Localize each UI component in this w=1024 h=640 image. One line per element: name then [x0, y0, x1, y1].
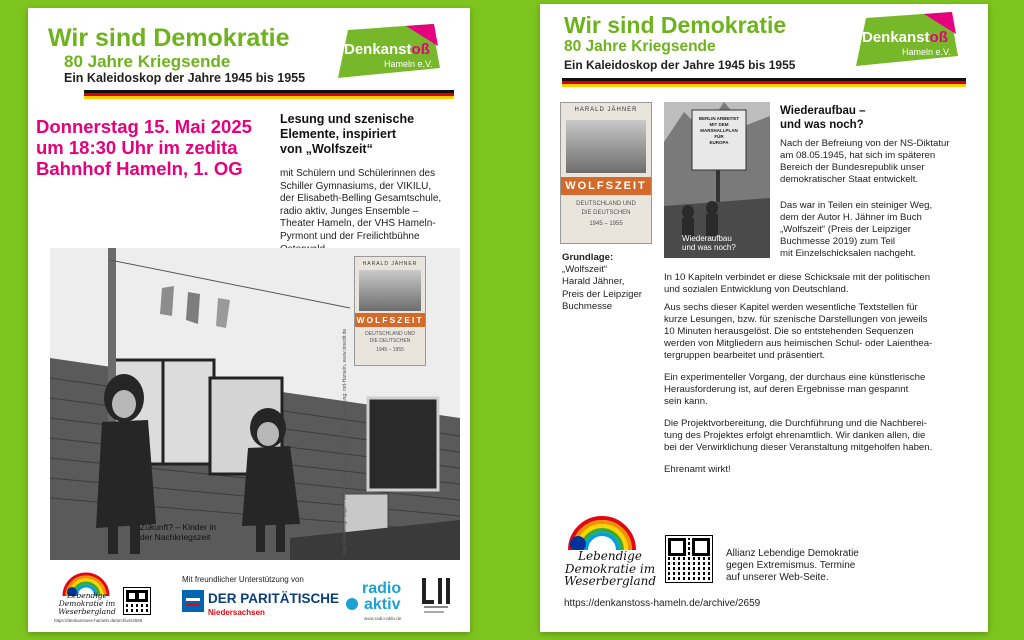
- qr-code[interactable]: [666, 536, 712, 582]
- photo-caption: Zukunft? – Kinder in der Nachkriegszeit: [140, 522, 217, 542]
- book-photo: [359, 270, 421, 311]
- paragraph-2: Das war in Teilen ein steiniger Weg, dem der Autor H. Jähner im Buch „Wolfszeit“ (Preis der Leipziger Buchmesse 2019) zum Teil mit Einzelschicksalen nachgeht.: [780, 200, 933, 260]
- lebendige-demokratie-text: Lebendige Demokratie im Weserbergland: [58, 591, 116, 616]
- photo-credit: Foto: Flüchtlinge Lager Pommersbinn. DIEVEZET Bildarchiv · Gestaltung: md-Hameln, www.innedit.de: [342, 328, 348, 556]
- denkanstoss-logo: [334, 24, 444, 78]
- paragraph-7: Ehrenamt wirkt!: [664, 464, 731, 475]
- paragraph-4: Aus sechs dieser Kapitel werden wesentliche Textstellen für kurze Lesungen, bzw. für szenische Darstellungen von jeweils 10 Minuten herausgelöst. Die so entstehenden Sequenzen werden von Mitgliedern aus heimischen Schul- oder Laienthea- tergruppen bearbeitet und präsentiert.: [664, 302, 933, 362]
- allianz-text: Allianz Lebendige Demokratie gegen Extremismus. Termine auf unserer Web-Seite.: [726, 548, 859, 584]
- german-flag-stripe: [84, 90, 454, 99]
- reading-title: Lesung und szenische Elemente, inspiriert von „Wolfszeit“: [280, 112, 415, 156]
- lebendige-demokratie-text: Lebendige Demokratie im Weserbergland: [563, 549, 657, 588]
- flyer-subtitle: 80 Jahre Kriegsende: [564, 38, 716, 55]
- archive-link[interactable]: https://denkanstoss-hameln.de/archive/2659: [564, 598, 761, 609]
- german-flag-stripe: [562, 78, 966, 87]
- paritaet-icon: [182, 590, 204, 612]
- small-url[interactable]: https://denkanstoss-hameln.de/archive/2659: [54, 618, 143, 623]
- paragraph-3: In 10 Kapiteln verbindet er diese Schicksale mit der politischen und sozialen Entwicklung von Deutschland.: [664, 272, 931, 296]
- radio-aktiv-logo: radio aktiv www.radio-aktiv.de: [342, 580, 412, 624]
- flyer-title: Wir sind Demokratie: [564, 12, 787, 38]
- reconstruction-photo: [664, 102, 770, 258]
- grundlage-text: Grundlage: „Wolfszeit“ Harald Jähner, Preis der Leipziger Buchmesse: [562, 252, 642, 312]
- flyer-right: [540, 4, 988, 632]
- sign-text: BERLIN ARBEITET MIT DEM MARSHALLPLAN FÜR EUROPA: [698, 116, 740, 145]
- flyer-subtitle: 80 Jahre Kriegsende: [64, 52, 231, 71]
- support-label: Mit freundlicher Unterstützung von: [182, 575, 304, 584]
- logo-location: Hameln e.V.: [384, 59, 433, 69]
- logo-word: Denkanstoß: [862, 29, 948, 46]
- paritaetische-logo: DER PARITÄTISCHE Niedersachsen: [182, 586, 332, 626]
- flyer-kaleidoskop: Ein Kaleidoskop der Jahre 1945 bis 1955: [564, 58, 796, 72]
- photo-caption: Wiederaufbau und was noch?: [682, 234, 736, 252]
- participants-text: mit Schülern und Schülerinnen des Schiller Gymnasiums, der VIKILU, der Elisabeth-Belling Gesamtschule, radio aktiv, Junges Ensemble – Theater Hameln, der VHS Hameln- Pyrmont und der Freilichtbühne: [280, 168, 442, 242]
- paragraph-5: Ein experimenteller Vorgang, der durchaus eine künstlerische Herausforderung ist, auf deren Ergebnisse man gespannt sein kann.: [664, 372, 926, 408]
- book-photo: [566, 120, 645, 173]
- paragraph-6: Die Projektvorbereitung, die Durchführung und die Nachberei- tung des Projektes erfolgt ehrenamtlich. Wir danken allen, die bei der Verwirklichung dieser Veranstaltung mitgeholfen haben.: [664, 418, 933, 454]
- logo-word: Denkanstoß: [344, 41, 430, 58]
- flyer-title: Wir sind Demokratie: [48, 24, 290, 52]
- flyer-kaleidoskop: Ein Kaleidoskop der Jahre 1945 bis 1955: [64, 71, 306, 85]
- book-cover: HARALD JÄHNER WOLFSZEIT DEUTSCHLAND UND DIE DEUTSCHEN 1945 – 1955: [560, 102, 652, 244]
- section-heading: Wiederaufbau – und was noch?: [780, 105, 866, 131]
- radio-icon: [346, 598, 358, 610]
- event-date: Donnerstag 15. Mai 2025 um 18:30 Uhr im zedita Bahnhof Hameln, 1. OG: [36, 116, 252, 179]
- theater-logo-icon: [420, 576, 452, 618]
- flyer-left: [28, 8, 470, 632]
- rainbow-logo-icon: [566, 512, 638, 550]
- denkanstoss-logo: [852, 12, 962, 66]
- logo-location: Hameln e.V.: [902, 47, 951, 57]
- book-cover: HARALD JÄHNER WOLFSZEIT DEUTSCHLAND UND DIE DEUTSCHEN 1945 – 1955: [354, 256, 426, 366]
- paragraph-1: Nach der Befreiung von der NS-Diktatur am 08.05.1945, hat sich im späteren Bereich der Bundesrepublik unser demokratischer Staat entwickelt.: [780, 138, 950, 186]
- qr-code[interactable]: [124, 588, 150, 614]
